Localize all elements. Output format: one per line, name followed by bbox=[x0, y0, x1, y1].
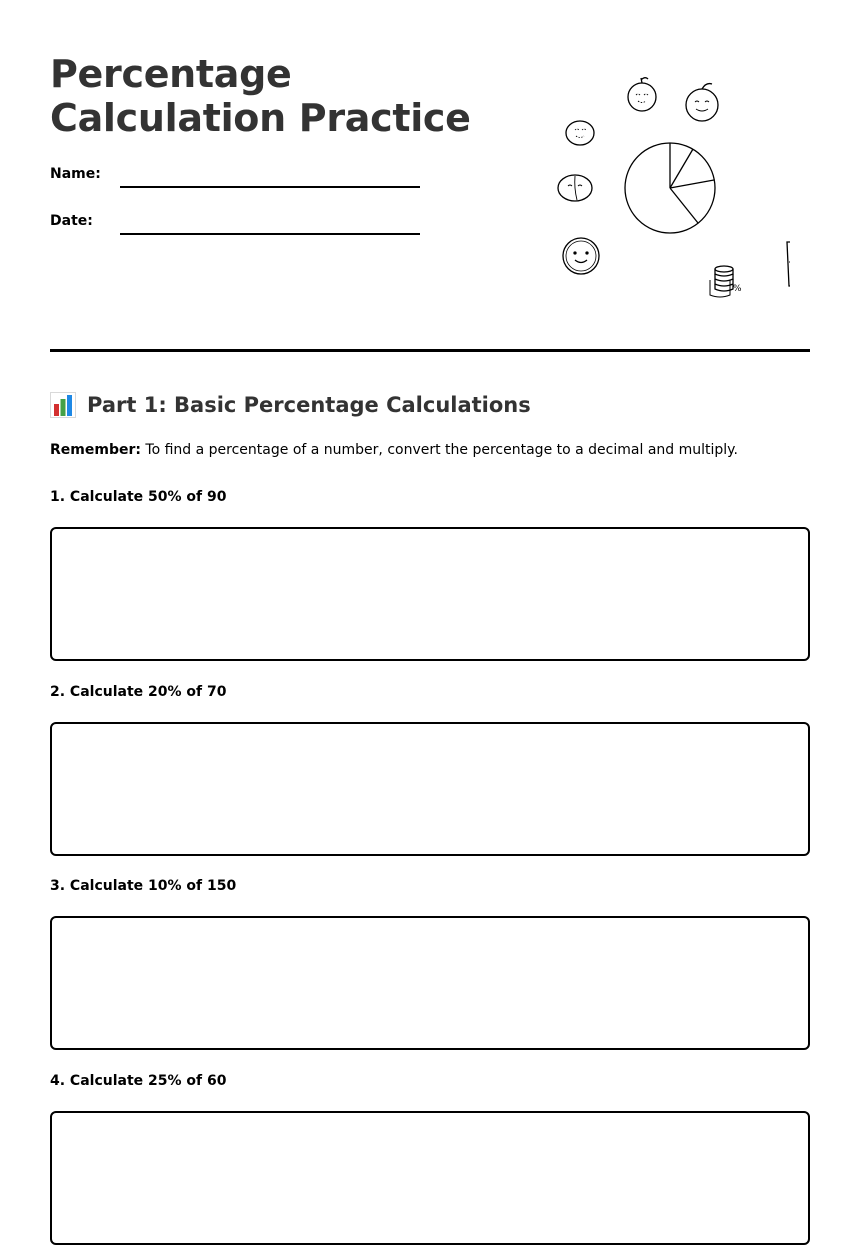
answer-box[interactable] bbox=[50, 722, 810, 856]
worksheet-page bbox=[50, 0, 810, 1089]
percentage-illustration bbox=[550, 70, 790, 310]
question-3 bbox=[50, 877, 810, 895]
question-label: 2. Calculate 20% of 70 bbox=[50, 684, 227, 700]
remember-note bbox=[50, 440, 810, 460]
bun-icon bbox=[566, 121, 594, 145]
question-label: 4. Calculate 25% of 60 bbox=[50, 1073, 227, 1089]
coin-stack-icon bbox=[710, 266, 742, 297]
header-divider bbox=[50, 349, 810, 352]
answer-box[interactable] bbox=[50, 916, 810, 1050]
question-label: 1. Calculate 50% of 90 bbox=[50, 489, 227, 505]
section-title-text: Part 1: Basic Percentage Calculations bbox=[87, 393, 531, 417]
date-line bbox=[120, 233, 420, 235]
bar-chart-icon bbox=[50, 392, 76, 418]
percent-symbol: % bbox=[733, 284, 742, 294]
page-title: Percentage Calculation Practice bbox=[50, 52, 471, 140]
apple-icon bbox=[628, 78, 656, 111]
question-label: 3. Calculate 10% of 150 bbox=[50, 878, 237, 894]
peach-icon bbox=[558, 175, 592, 201]
question-4 bbox=[50, 1072, 810, 1090]
date-field bbox=[50, 213, 420, 237]
answer-box[interactable] bbox=[50, 527, 810, 661]
section-heading-part1 bbox=[50, 390, 531, 420]
name-line bbox=[120, 186, 420, 188]
smiley-plate-icon bbox=[563, 238, 599, 274]
question-1 bbox=[50, 488, 810, 506]
remember-text: To find a percentage of a number, convert the percentage to a decimal and multiply. bbox=[140, 442, 738, 458]
measuring-jug-icon bbox=[787, 242, 790, 286]
date-label: Date: bbox=[50, 213, 93, 229]
name-label: Name: bbox=[50, 166, 101, 182]
question-2 bbox=[50, 683, 810, 701]
pie-chart-icon bbox=[625, 143, 715, 233]
name-field bbox=[50, 166, 420, 190]
answer-box[interactable] bbox=[50, 1111, 810, 1245]
orange-icon bbox=[686, 84, 718, 121]
remember-label: Remember: bbox=[50, 442, 141, 458]
worksheet-header bbox=[50, 0, 810, 352]
